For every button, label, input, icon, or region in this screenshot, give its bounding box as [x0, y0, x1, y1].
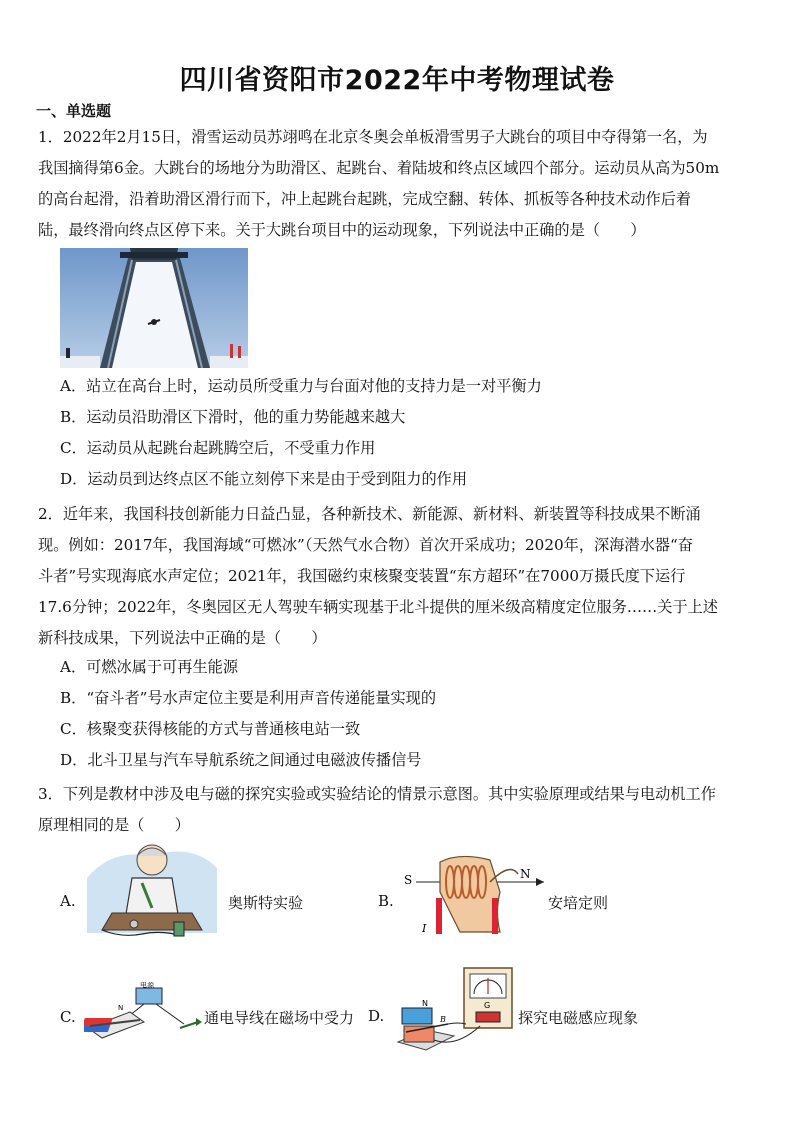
- ski-jump-photo: [60, 248, 248, 368]
- q2-line: 17.6分钟；2022年，冬奥园区无人驾驶车辆实现基于北斗提供的厘米级高精度定位服务……关于上述: [38, 598, 718, 616]
- q2-line: 新科技成果，下列说法中正确的是（ ）: [38, 629, 327, 647]
- q3-line: 原理相同的是（ ）: [38, 816, 190, 834]
- q3-option-c-letter: C.: [60, 1008, 76, 1026]
- q3-option-b-caption: 安培定则: [548, 894, 609, 912]
- q1-option-b: B．运动员沿助滑区下滑时，他的重力势能越来越大: [60, 408, 406, 426]
- b-i-label: I: [422, 922, 427, 935]
- q1-option-d: D．运动员到达终点区不能立刻停下来是由于受到阻力的作用: [60, 470, 468, 488]
- q3-option-a-letter: A.: [60, 892, 76, 910]
- question-3-stem: [38, 779, 754, 841]
- q3-line: 3．下列是教材中涉及电与磁的探究实验或实验结论的情景示意图。其中实验原理或结果与电动机工作: [38, 785, 716, 803]
- q2-line: 斗者”号实现海底水声定位；2021年，我国磁约束核聚变装置“东方超环”在7000万摄氏度下运行: [38, 567, 686, 585]
- d-n-label: N: [422, 999, 428, 1008]
- d-b-label: B: [440, 1015, 446, 1024]
- q3-option-b-letter: B.: [378, 892, 394, 910]
- electromagnetic-induction-illustration: [396, 964, 516, 1064]
- b-s-label: S: [404, 873, 413, 887]
- current-in-magnetic-field-illustration: [84, 982, 202, 1042]
- question-2-stem: [38, 499, 754, 654]
- q1-line: 我国摘得第6金。大跳台的场地分为助滑区、起跳台、着陆坡和终点区域四个部分。运动员从高为50m: [38, 159, 720, 177]
- q2-line: 2．近年来，我国科技创新能力日益凸显，各种新技术、新能源、新材料、新装置等科技成果不断涌: [38, 505, 701, 523]
- page-title: 四川省资阳市2022年中考物理试卷: [179, 65, 615, 96]
- q1-line: 的高台起滑，沿着助滑区滑行而下，冲上起跳台起跳，完成空翻、转体、抓板等各种技术动作后着: [38, 190, 692, 208]
- q2-line: 现。例如：2017年，我国海域“可燃冰”（天然气水合物）首次开采成功；2020年，深海潜水器“奋: [38, 536, 693, 554]
- ampere-rule-illustration: [400, 852, 548, 948]
- q3-option-a-caption: 奥斯特实验: [228, 894, 304, 912]
- c-n-label: N: [118, 1004, 124, 1012]
- q1-line: 1．2022年2月15日，滑雪运动员苏翊鸣在北京冬奥会单板滑雪男子大跳台的项目中夺得第一名，为: [38, 128, 708, 146]
- b-n-label: N: [520, 867, 531, 881]
- oersted-experiment-illustration: [82, 838, 222, 950]
- q3-option-c-caption: 通电导线在磁场中受力: [204, 1009, 355, 1027]
- section-heading: 一、单选题: [36, 102, 112, 120]
- q3-option-d-letter: D.: [368, 1007, 385, 1025]
- q2-option-b: B．“奋斗者”号水声定位主要是利用声音传递能量实现的: [60, 689, 437, 707]
- q1-option-a: A．站立在高台上时，运动员所受重力与台面对他的支持力是一对平衡力: [60, 377, 542, 395]
- q3-option-d-caption: 探究电磁感应现象: [518, 1009, 639, 1027]
- q1-line: 陆，最终滑向终点区停下来。关于大跳台项目中的运动现象，下列说法中正确的是（ ）: [38, 221, 646, 239]
- d-g-label: G: [484, 1001, 491, 1010]
- q2-option-c: C．核聚变获得核能的方式与普通核电站一致: [60, 720, 361, 738]
- q2-option-d: D．北斗卫星与汽车导航系统之间通过电磁波传播信号: [60, 751, 422, 769]
- question-1-stem: [38, 122, 754, 246]
- c-source-label: 电源: [140, 982, 154, 989]
- q1-option-c: C．运动员从起跳台起跳腾空后，不受重力作用: [60, 439, 376, 457]
- q2-option-a: A．可燃冰属于可再生能源: [60, 658, 239, 676]
